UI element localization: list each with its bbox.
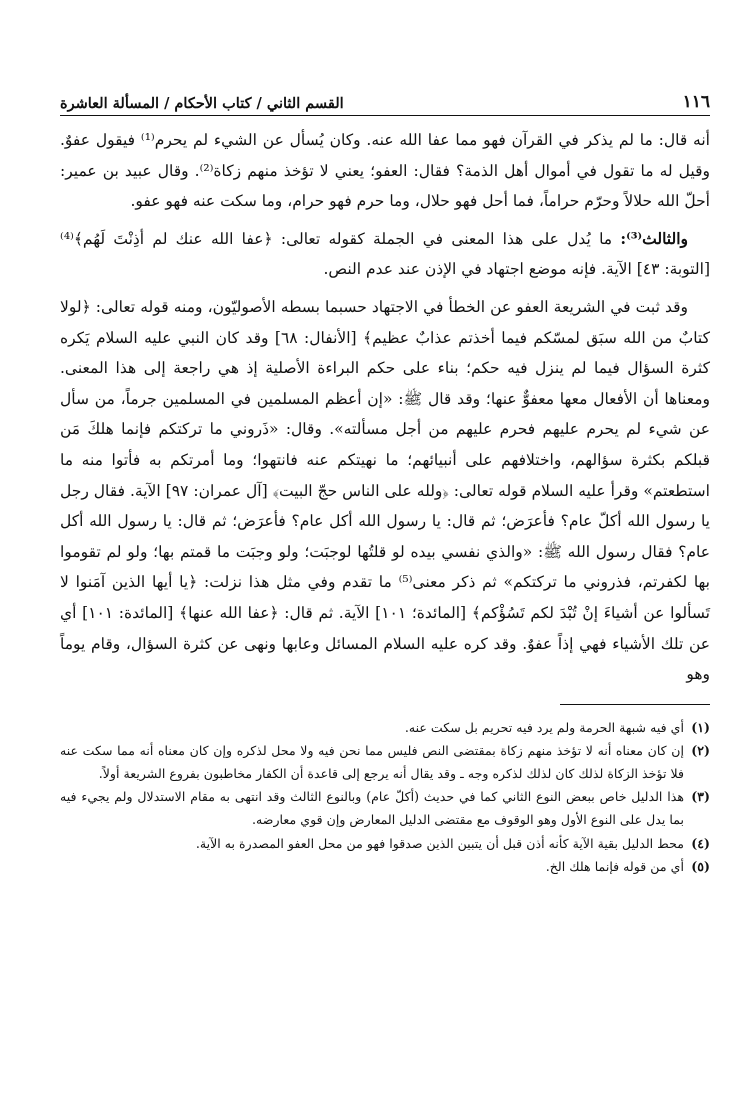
main-text <box>60 125 710 690</box>
footnote-number: (١) <box>691 719 710 735</box>
footnotes <box>60 717 710 879</box>
footnote-text: محط الدليل بقية الآية كأنه أذن قبل أن يتبين الذين صدقوا فهو من محل العفو المصدرة به الآية. <box>195 835 684 851</box>
paragraph-2 <box>60 224 710 285</box>
paragraph-1-text: أنه قال: ما لم يذكر في القرآن فهو مما عفا الله عنه. وكان يُسأل عن الشيء لم يحرم⁽¹⁾ فيقول عفوٌ. وقيل له ما تقول في أموال أهل الذمة؟ فقال: العفو؛ يعني لا تؤخذ منهم زكاة⁽²⁾. وقال عبيد بن عمير: أحلّ الله حلالاً وحرّم حراماً، فما أحل فهو حلال، وما حرم فهو حرام، وما سكت عنه فهو عفو. <box>60 131 710 211</box>
paragraph-3 <box>60 292 710 690</box>
page-number: ١١٦ <box>682 92 710 112</box>
footnote-5 <box>60 856 710 879</box>
footnote-text: هذا الدليل خاص ببعض النوع الثاني كما في حديث (أكلّ عام) وبالنوع الثالث وقد انتهى به مقام الاستدلال ولم يجيء فيه بما يدل على النوع الأول وهو الوقوف مع مقتضى الدليل المعارض وإن قوي معارضه. <box>60 789 684 828</box>
paragraph-2-text: ما يُدل على هذا المعنى في الجملة كقوله تعالى: ﴿عفا الله عنك لم أذِنْتَ لَهُم﴾⁽⁴⁾ [التوبة: ٤٣] الآية. فإنه موضع اجتهاد في الإذن عند عدم النص. <box>60 229 710 279</box>
footnote-text: إن كان معناه أنه لا تؤخذ منهم زكاة بمقتضى النص فليس مما نحن فيه ولا محل لذكره وإن كان معناه أنه مما سكت عنه فلا تؤخذ الزكاة لذلك كان لذلك لذكره وجه ـ وقد يقال أنه يرجع إلى قاعدة أن الكفار مخاطبون بفروع الشريعة أولاً. <box>60 743 684 781</box>
footnote-number: (٤) <box>691 835 710 851</box>
footnote-text: أي من قوله فإنما هلك الخ. <box>545 859 684 875</box>
paragraph-3-text: وقد ثبت في الشريعة العفو عن الخطأ في الاجتهاد حسبما بسطه الأصوليّون، ومنه قوله تعالى: ﴿لولا كتابٌ من الله سبَق لمسّكم فيما أخذتم عذابٌ عظيم﴾ [الأنفال: ٦٨] وقد كان النبي عليه السلام يَكره كثرة السؤال فيما لم ينزل فيه حكم؛ بناء على حكم البراءة الأصلية إذ هي راجعة إلى هذا المعنى. ومعناها أن الأفعال معها معفوٌّ عنها؛ وقد قال ﷺ: «إن أعظم المسلمين في المسلمين جرماً، من سأل عن شيء لم يحرم عليهم فحرم عليهم من أجل مسألته». وقال: «ذَروني ما تركتكم فإنما هلكَ مَن قبلكم بكثرة سؤالهم، واختلافهم على أنبيائهم؛ ما نهيتكم عنه فانتهوا؛ وما أمرتكم به فأتوا منه ما استطعتم» وقرأ عليه السلام قوله تعالى: ﴿ولله على الناس حجّ البيت﴾ [آل عمران: ٩٧] الآية. فقال رجل يا رسول الله أكلّ عام؟ فأعرَض؛ ثم قال: يا رسول الله أكل عام؟ فأعرَض؛ ثم قال: يا رسول الله أكل عام؟ فقال رسول الله ﷺ: «والذي نفسي بيده لو قلتُها لوجبَت؛ ولو وجبَت ما قمتم بها؛ ولو لم تقوموا بها لكفرتم، فذروني ما تركتكم» ثم ذكر معنى⁽⁵⁾ ما تقدم وفي مثل هذا نزلت: ﴿يا أيها الذين آمَنوا لا تَسألوا عن أشياءَ إنْ تُبْدَ لكم تَسُؤْكم﴾ [المائدة؛ ١٠١] الآية. ثم قال: ﴿عفا الله عنها﴾ [المائدة: ١٠١] أي عن تلك الأشياء فهي إذاً عفوٌ. وقد كره عليه السلام المسائل وعابها ونهى عن كثرة السؤال، وقام يوماً وهو <box>60 297 710 684</box>
footnote-separator <box>560 704 710 705</box>
footnote-number: (٥) <box>691 859 710 875</box>
footnote-number: (٣) <box>691 789 710 805</box>
footnote-3 <box>60 786 710 831</box>
paragraph-2-lead: والثالث⁽³⁾: <box>620 228 688 248</box>
footnote-4 <box>60 833 710 856</box>
footnote-1 <box>60 717 710 740</box>
footnote-number: (٢) <box>691 743 710 759</box>
running-title: القسم الثاني / كتاب الأحكام / المسألة العاشرة <box>60 95 344 112</box>
running-header <box>60 88 710 116</box>
footnote-2 <box>60 740 710 785</box>
paragraph-1 <box>60 125 710 217</box>
footnote-text: أي فيه شبهة الحرمة ولم يرد فيه تحريم بل سكت عنه. <box>404 719 684 735</box>
